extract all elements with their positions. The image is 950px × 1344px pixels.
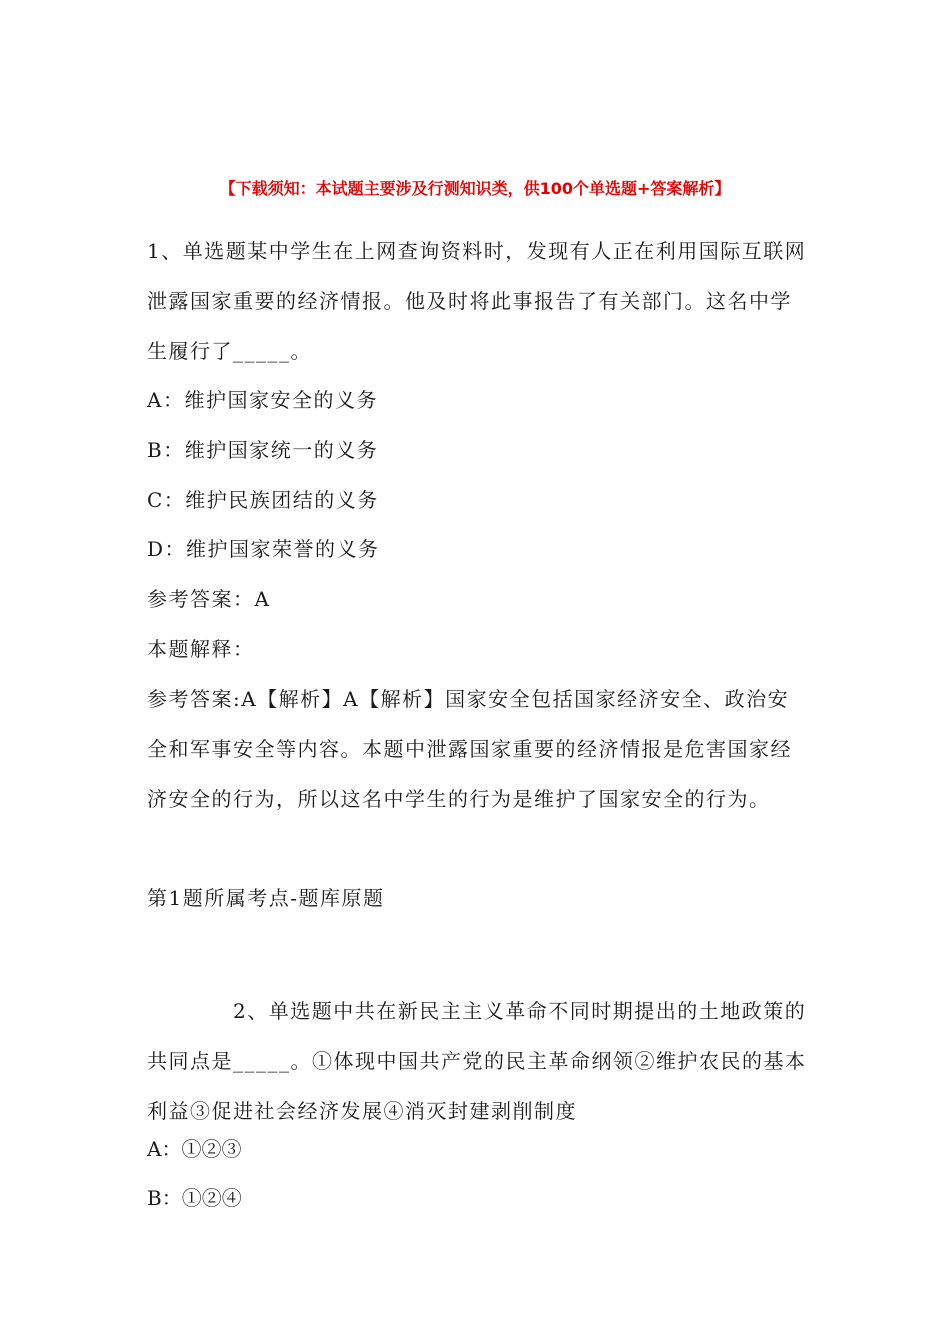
question-1-option-b: B：维护国家统一的义务 bbox=[147, 438, 379, 462]
question-2-option-a: A：①②③ bbox=[147, 1137, 242, 1161]
question-1-option-a: A：维护国家安全的义务 bbox=[147, 388, 378, 412]
question-1-option-d: D：维护国家荣誉的义务 bbox=[147, 537, 380, 561]
question-2-option-b: B：①②④ bbox=[147, 1186, 242, 1210]
question-1-stem bbox=[147, 226, 807, 376]
question-stem-text: 1、单选题某中学生在上网查询资料时，发现有人正在利用国际互联网泄露国家重要的经济情报。他及时将此事报告了有关部门。这名中学生履行了_____。 bbox=[147, 239, 807, 363]
question-1-explanation: 参考答案:A【解析】A【解析】国家安全包括国家经济安全、政治安全和军事安全等内容。本题中泄露国家重要的经济情报是危害国家经济安全的行为，所以这名中学生的行为是维护了国家安全的行为。 bbox=[147, 687, 792, 811]
question-stem-text: 2、单选题中共在新民主主义革命不同时期提出的土地政策的共同点是_____。①体现中国共产党的民主革命纲领②维护农民的基本利益③促进社会经济发展④消灭封建剥削制度 bbox=[147, 999, 807, 1123]
question-1-answer: 参考答案：A bbox=[147, 587, 271, 611]
question-1-explain-label: 本题解释： bbox=[147, 637, 255, 661]
question-1-explanation-block bbox=[147, 674, 807, 824]
question-2-stem bbox=[147, 986, 807, 1136]
question-1-topic: 第1题所属考点-题库原题 bbox=[147, 886, 385, 910]
question-1-option-c: C：维护民族团结的义务 bbox=[147, 488, 379, 512]
download-notice: 【下载须知：本试题主要涉及行测知识类，供100个单选题+答案解析】 bbox=[219, 179, 731, 198]
